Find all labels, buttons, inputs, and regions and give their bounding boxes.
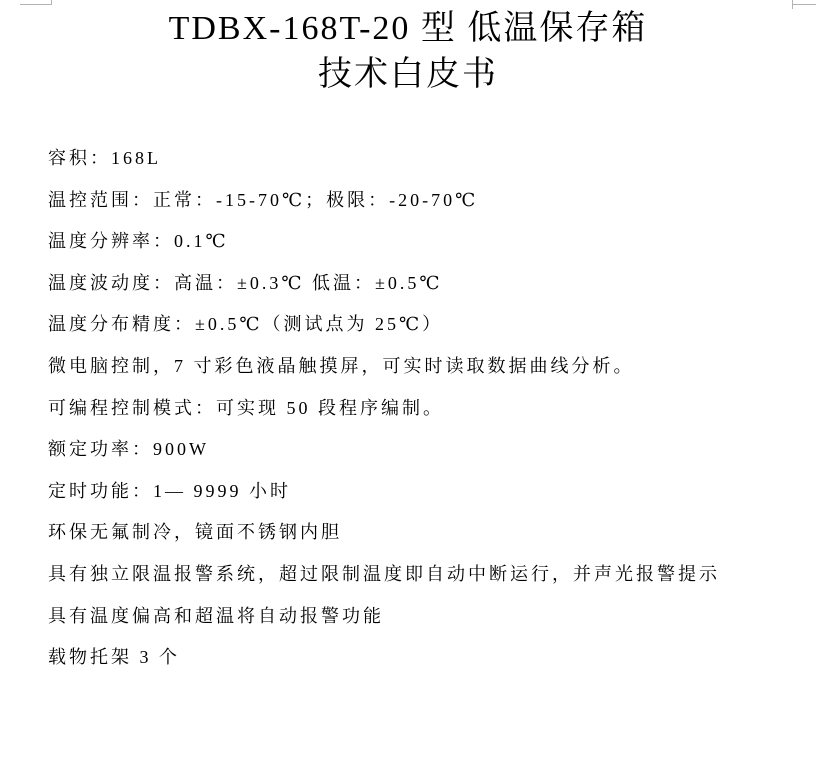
spec-line-capacity: 容积：168L (48, 148, 161, 168)
spec-line-programmable: 可编程控制模式：可实现 50 段程序编制。 (48, 397, 444, 418)
spec-line-over-temp-alarm: 具有温度偏高和超温将自动报警功能 (48, 605, 384, 626)
document-title (0, 6, 816, 98)
spec-line-controller: 微电脑控制，7 寸彩色液晶触摸屏，可实时读取数据曲线分析。 (48, 355, 635, 376)
page-margin-crop-mark-left-horizontal (20, 4, 52, 5)
spec-line-refrigeration: 环保无氟制冷，镜面不锈钢内胆 (48, 522, 342, 543)
page-margin-crop-mark-right-horizontal (792, 4, 816, 5)
spec-line-shelves: 载物托架 3 个 (48, 647, 180, 668)
spec-line-timer: 定时功能：1— 9999 小时 (48, 480, 291, 501)
spec-line-rated-power: 额定功率：900W (48, 439, 209, 460)
spec-line-limit-alarm: 具有独立限温报警系统，超过限制温度即自动中断运行，并声光报警提示 (48, 563, 720, 584)
spec-list (48, 138, 792, 679)
document-title-line-2: 技术白皮书 (318, 56, 498, 93)
spec-line-temp-range: 温控范围：正常：-15-70℃；极限：-20-70℃ (48, 189, 479, 210)
spec-line-temp-fluctuation: 温度波动度：高温：±0.3℃ 低温：±0.5℃ (48, 272, 443, 293)
document-title-line-1: TDBX-168T-20 型 低温保存箱 (168, 10, 648, 47)
spec-line-temp-resolution: 温度分辨率：0.1℃ (48, 231, 229, 252)
spec-line-temp-uniformity: 温度分布精度：±0.5℃（测试点为 25℃） (48, 314, 444, 335)
page-margin-crop-mark-left-vertical (51, 0, 52, 5)
